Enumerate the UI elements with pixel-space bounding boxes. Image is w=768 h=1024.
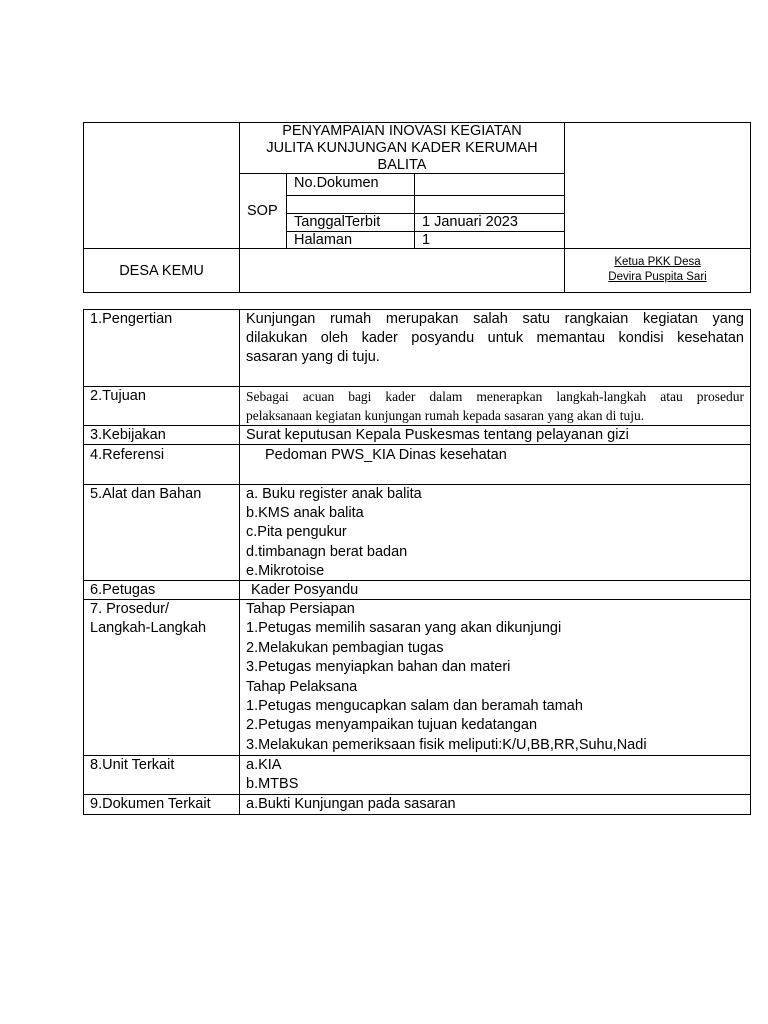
referensi-label: 4.Referensi: [90, 447, 165, 463]
petugas-label: 6.Petugas: [90, 582, 156, 598]
kebijakan-text: Surat keputusan Kepala Puskesmas tentang pelayanan gizi: [246, 427, 629, 443]
document-title: [240, 123, 564, 174]
petugas-text: Kader Posyandu: [251, 582, 359, 598]
prosedur-list: [246, 600, 647, 755]
tujuan-text: [246, 387, 744, 425]
halaman-value: 1: [422, 232, 431, 248]
list-item: d.timbanagn berat badan: [246, 543, 408, 560]
list-item: 2.Melakukan pembagian tugas: [246, 639, 444, 656]
referensi-text: Pedoman PWS_KIA Dinas kesehatan: [265, 447, 507, 463]
list-item: Tahap Persiapan: [246, 601, 355, 617]
pengertian-line: Kunjungan rumah merupakan salah satu rangkaian kegiatan yang: [246, 311, 744, 327]
list-item: a. Buku register anak balita: [246, 486, 422, 502]
prosedur-label-line: Langkah-Langkah: [90, 620, 207, 637]
list-item: 2.Petugas menyampaikan tujuan kedatangan: [246, 717, 538, 734]
no-dokumen-label: No.Dokumen: [294, 175, 379, 191]
title-line: BALITA: [377, 157, 427, 173]
signature-title: Ketua PKK Desa: [614, 256, 701, 268]
list-item: 1.Petugas mengucapkan salam dan beramah tamah: [246, 698, 583, 715]
list-item: e.Mikrotoise: [246, 562, 325, 579]
unit-terkait-label: 8.Unit Terkait: [90, 757, 175, 773]
tanggal-terbit-label: TanggalTerbit: [294, 214, 381, 230]
list-item: c.Pita pengukur: [246, 524, 347, 541]
pengertian-text: [246, 310, 744, 367]
pengertian-label: 1.Pengertian: [90, 311, 173, 327]
tujuan-line: Sebagai acuan bagi kader dalam menerapkan langkah-langkah atau prosedur: [246, 389, 744, 404]
list-item: 3.Petugas menyiapkan bahan dan materi: [246, 659, 511, 676]
title-line: JULITA KUNJUNGAN KADER KERUMAH: [266, 140, 538, 156]
tanggal-terbit-value: 1 Januari 2023: [422, 214, 518, 230]
organization-name: DESA KEMU: [119, 263, 204, 279]
unit-terkait-list: [246, 756, 298, 795]
prosedur-label: [90, 600, 206, 639]
signature-name: Devira Puspita Sari: [608, 271, 707, 283]
list-item: 3.Melakukan pemeriksaan fisik meliputi:K/U,BB,RR,Suhu,Nadi: [246, 736, 647, 753]
list-item: b.MTBS: [246, 776, 299, 793]
list-item: 1.Petugas memilih sasaran yang akan dikunjungi: [246, 620, 562, 637]
pengertian-line: dilakukan oleh kader posyandu untuk memantau kondisi kesehatan: [246, 330, 744, 346]
tujuan-label: 2.Tujuan: [90, 388, 146, 404]
alat-bahan-list: [246, 485, 422, 581]
list-item: a.KIA: [246, 757, 282, 773]
title-line: PENYAMPAIAN INOVASI KEGIATAN: [282, 123, 522, 139]
list-item: Tahap Pelaksana: [246, 678, 358, 695]
sop-label: SOP: [247, 203, 278, 219]
prosedur-label-line: 7. Prosedur/: [90, 601, 169, 617]
kebijakan-label: 3.Kebijakan: [90, 427, 166, 443]
halaman-label: Halaman: [294, 232, 353, 248]
pengertian-line: sasaran yang di tuju.: [246, 349, 380, 365]
dokumen-terkait-label: 9.Dokumen Terkait: [90, 796, 211, 812]
tujuan-line: pelaksanaan kegiatan kunjungan rumah kepada sasaran yang akan di tuju.: [246, 408, 645, 423]
list-item: b.KMS anak balita: [246, 505, 364, 522]
dokumen-terkait-text: a.Bukti Kunjungan pada sasaran: [246, 796, 456, 812]
signature-block: [565, 255, 750, 285]
alat-bahan-label: 5.Alat dan Bahan: [90, 486, 202, 502]
